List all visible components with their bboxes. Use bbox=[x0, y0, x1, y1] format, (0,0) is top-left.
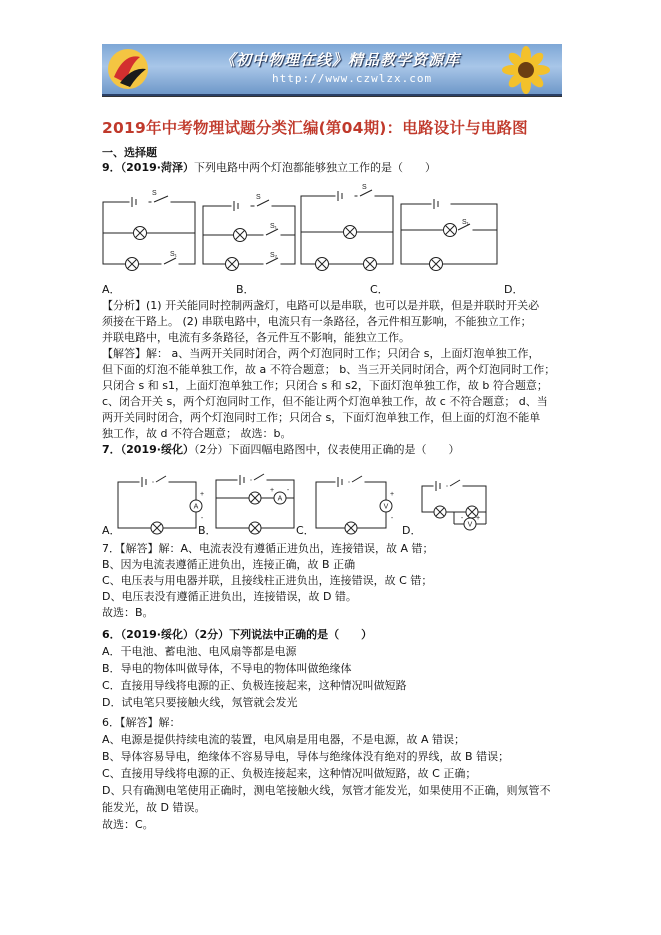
banner-title: 《初中物理在线》精品教学资源库 bbox=[220, 51, 461, 69]
q9-answer-line: 但下面的灯泡不能单独工作，故 a 不符合题意； b、当三开关同时闭合，两个灯泡同时工作； bbox=[102, 363, 556, 376]
q7-answer-line: B、因为电流表遵循正进负出，连接正确，故 B 正确 bbox=[102, 558, 356, 571]
q7-answer-line: 故选：B。 bbox=[102, 606, 154, 619]
q9-answer-line: 两开关同时闭合，两个灯泡同时工作；只闭合 s，下面灯泡单独工作，但上面的灯泡不能单 bbox=[102, 411, 541, 424]
q9-analysis-line: 并联电路中，电流有多条路径，各元件互不影响，能独立工作。 bbox=[102, 331, 410, 344]
voltmeter-label: V bbox=[383, 503, 389, 511]
svg-text:S₁: S₁ bbox=[270, 223, 278, 230]
q9-circuit-b bbox=[203, 200, 295, 267]
q6-answer-line: 6．【解答】解： bbox=[102, 716, 181, 729]
q7-option-a: A． bbox=[102, 524, 121, 537]
q7-answer-line: C、电压表与用电器并联，且接线柱正进负出，连接错误，故 C 错； bbox=[102, 574, 433, 587]
ammeter-label: A bbox=[193, 503, 199, 511]
section-heading: 一、选择题 bbox=[102, 146, 157, 159]
q7-option-b: B． bbox=[198, 524, 217, 537]
q6-option-b: B．导电的物体叫做导体，不导电的物体叫做绝缘体 bbox=[102, 662, 352, 675]
q7-option-d: D． bbox=[402, 524, 422, 537]
svg-text:S: S bbox=[362, 184, 367, 191]
sunflower-icon bbox=[478, 46, 558, 94]
voltmeter-label: V bbox=[467, 521, 473, 529]
svg-text:S: S bbox=[152, 190, 157, 197]
q9-number: 9．（2019·菏泽） bbox=[102, 161, 194, 174]
site-logo-icon bbox=[106, 47, 150, 91]
q9-answer-line: 【解答】解： a、当两开关同时闭合，两个灯泡同时工作；只闭合 s，上面灯泡单独工作， bbox=[102, 347, 540, 360]
svg-text:-: - bbox=[200, 515, 204, 522]
document-title: 2019年中考物理试题分类汇编(第04期)：电路设计与电路图 bbox=[102, 119, 528, 137]
banner-url: http://www.czwlzx.com bbox=[272, 72, 433, 85]
q9-circuit-a bbox=[103, 196, 195, 267]
svg-text:-: - bbox=[390, 515, 394, 522]
q7-option-c: C． bbox=[296, 524, 315, 537]
svg-text:S₂: S₂ bbox=[270, 252, 278, 259]
svg-text:-: - bbox=[460, 515, 464, 522]
q9-text: 下列电路中两个灯泡都能够独立工作的是（ ） bbox=[193, 161, 436, 174]
q9-option-a: A． bbox=[102, 283, 121, 296]
header-banner bbox=[102, 44, 562, 96]
q6-answer-line: D、只有确测电笔使用正确时，测电笔接触火线，氖管才能发光，如果使用不正确，则氖管不 bbox=[102, 784, 551, 797]
q9-stem bbox=[102, 161, 436, 175]
svg-text:S₁: S₁ bbox=[170, 251, 178, 258]
q9-option-c: C． bbox=[370, 283, 389, 296]
svg-text:+: + bbox=[475, 515, 481, 522]
q6-answer-line: B、导体容易导电，绝缘体不容易导电，导体与绝缘体没有绝对的界线，故 B 错误； bbox=[102, 750, 510, 763]
q7-number: 7．（2019·绥化） bbox=[102, 443, 194, 456]
q9-circuits bbox=[100, 182, 500, 278]
q7-text: （2分）下面四幅电路图中，仪表使用正确的是（ ） bbox=[193, 443, 460, 456]
ammeter-label: A bbox=[277, 495, 283, 503]
svg-text:-: - bbox=[286, 487, 290, 494]
q9-analysis-line: 【分析】(1) 开关能同时控制两盏灯，电路可以是串联，也可以是并联，但是并联时开关必 bbox=[102, 299, 540, 312]
q7-answer-line: D、电压表没有遵循正进负出，连接错误，故 D 错。 bbox=[102, 590, 357, 603]
svg-text:+: + bbox=[269, 487, 275, 494]
q6-answer-line: 故选：C。 bbox=[102, 818, 154, 831]
svg-text:+: + bbox=[389, 491, 395, 498]
q9-answer-line: c、闭合开关 s，两个灯泡同时工作，但不能让两个灯泡单独工作，故 c 不符合题意； d、当 bbox=[102, 395, 548, 408]
q9-answer-line: 独工作，故 d 不符合题意； 故选：b。 bbox=[102, 427, 292, 440]
q9-option-b: B． bbox=[236, 283, 255, 296]
q6-option-a: A．干电池、蓄电池、电风扇等都是电源 bbox=[102, 645, 297, 658]
q9-answer-line: 只闭合 s 和 s1，上面灯泡单独工作；只闭合 s 和 s2，下面灯泡单独工作，故 b 符合题意； bbox=[102, 379, 548, 392]
svg-text:S₁: S₁ bbox=[462, 219, 470, 226]
q6-option-c: C．直接用导线将电源的正、负极连接起来，这种情况叫做短路 bbox=[102, 679, 407, 692]
q6-stem: 6．（2019·绥化）（2分）下列说法中正确的是（ ） bbox=[102, 628, 373, 641]
q6-answer-line: C、直接用导线将电源的正、负极连接起来，这种情况叫做短路，故 C 正确； bbox=[102, 767, 477, 780]
q6-answer-line: A、电源是提供持续电流的装置，电风扇是用电器，不是电源，故 A 错误； bbox=[102, 733, 466, 746]
q9-option-d: D． bbox=[504, 283, 524, 296]
q6-answer-line: 能发光，故 D 错误。 bbox=[102, 801, 206, 814]
q9-analysis-line: 须接在干路上。 (2) 串联电路中，电流只有一条路径，各元件相互影响，不能独立工作； bbox=[102, 315, 532, 328]
q7-stem bbox=[102, 443, 459, 457]
svg-text:S: S bbox=[256, 194, 261, 201]
header-rule bbox=[102, 96, 562, 97]
svg-text:+: + bbox=[199, 491, 205, 498]
q7-answer-line: 7．【解答】解：A、电流表没有遵循正进负出，连接错误，故 A 错； bbox=[102, 542, 434, 555]
q6-option-d: D．试电笔只要接触火线，氖管就会发光 bbox=[102, 696, 298, 709]
